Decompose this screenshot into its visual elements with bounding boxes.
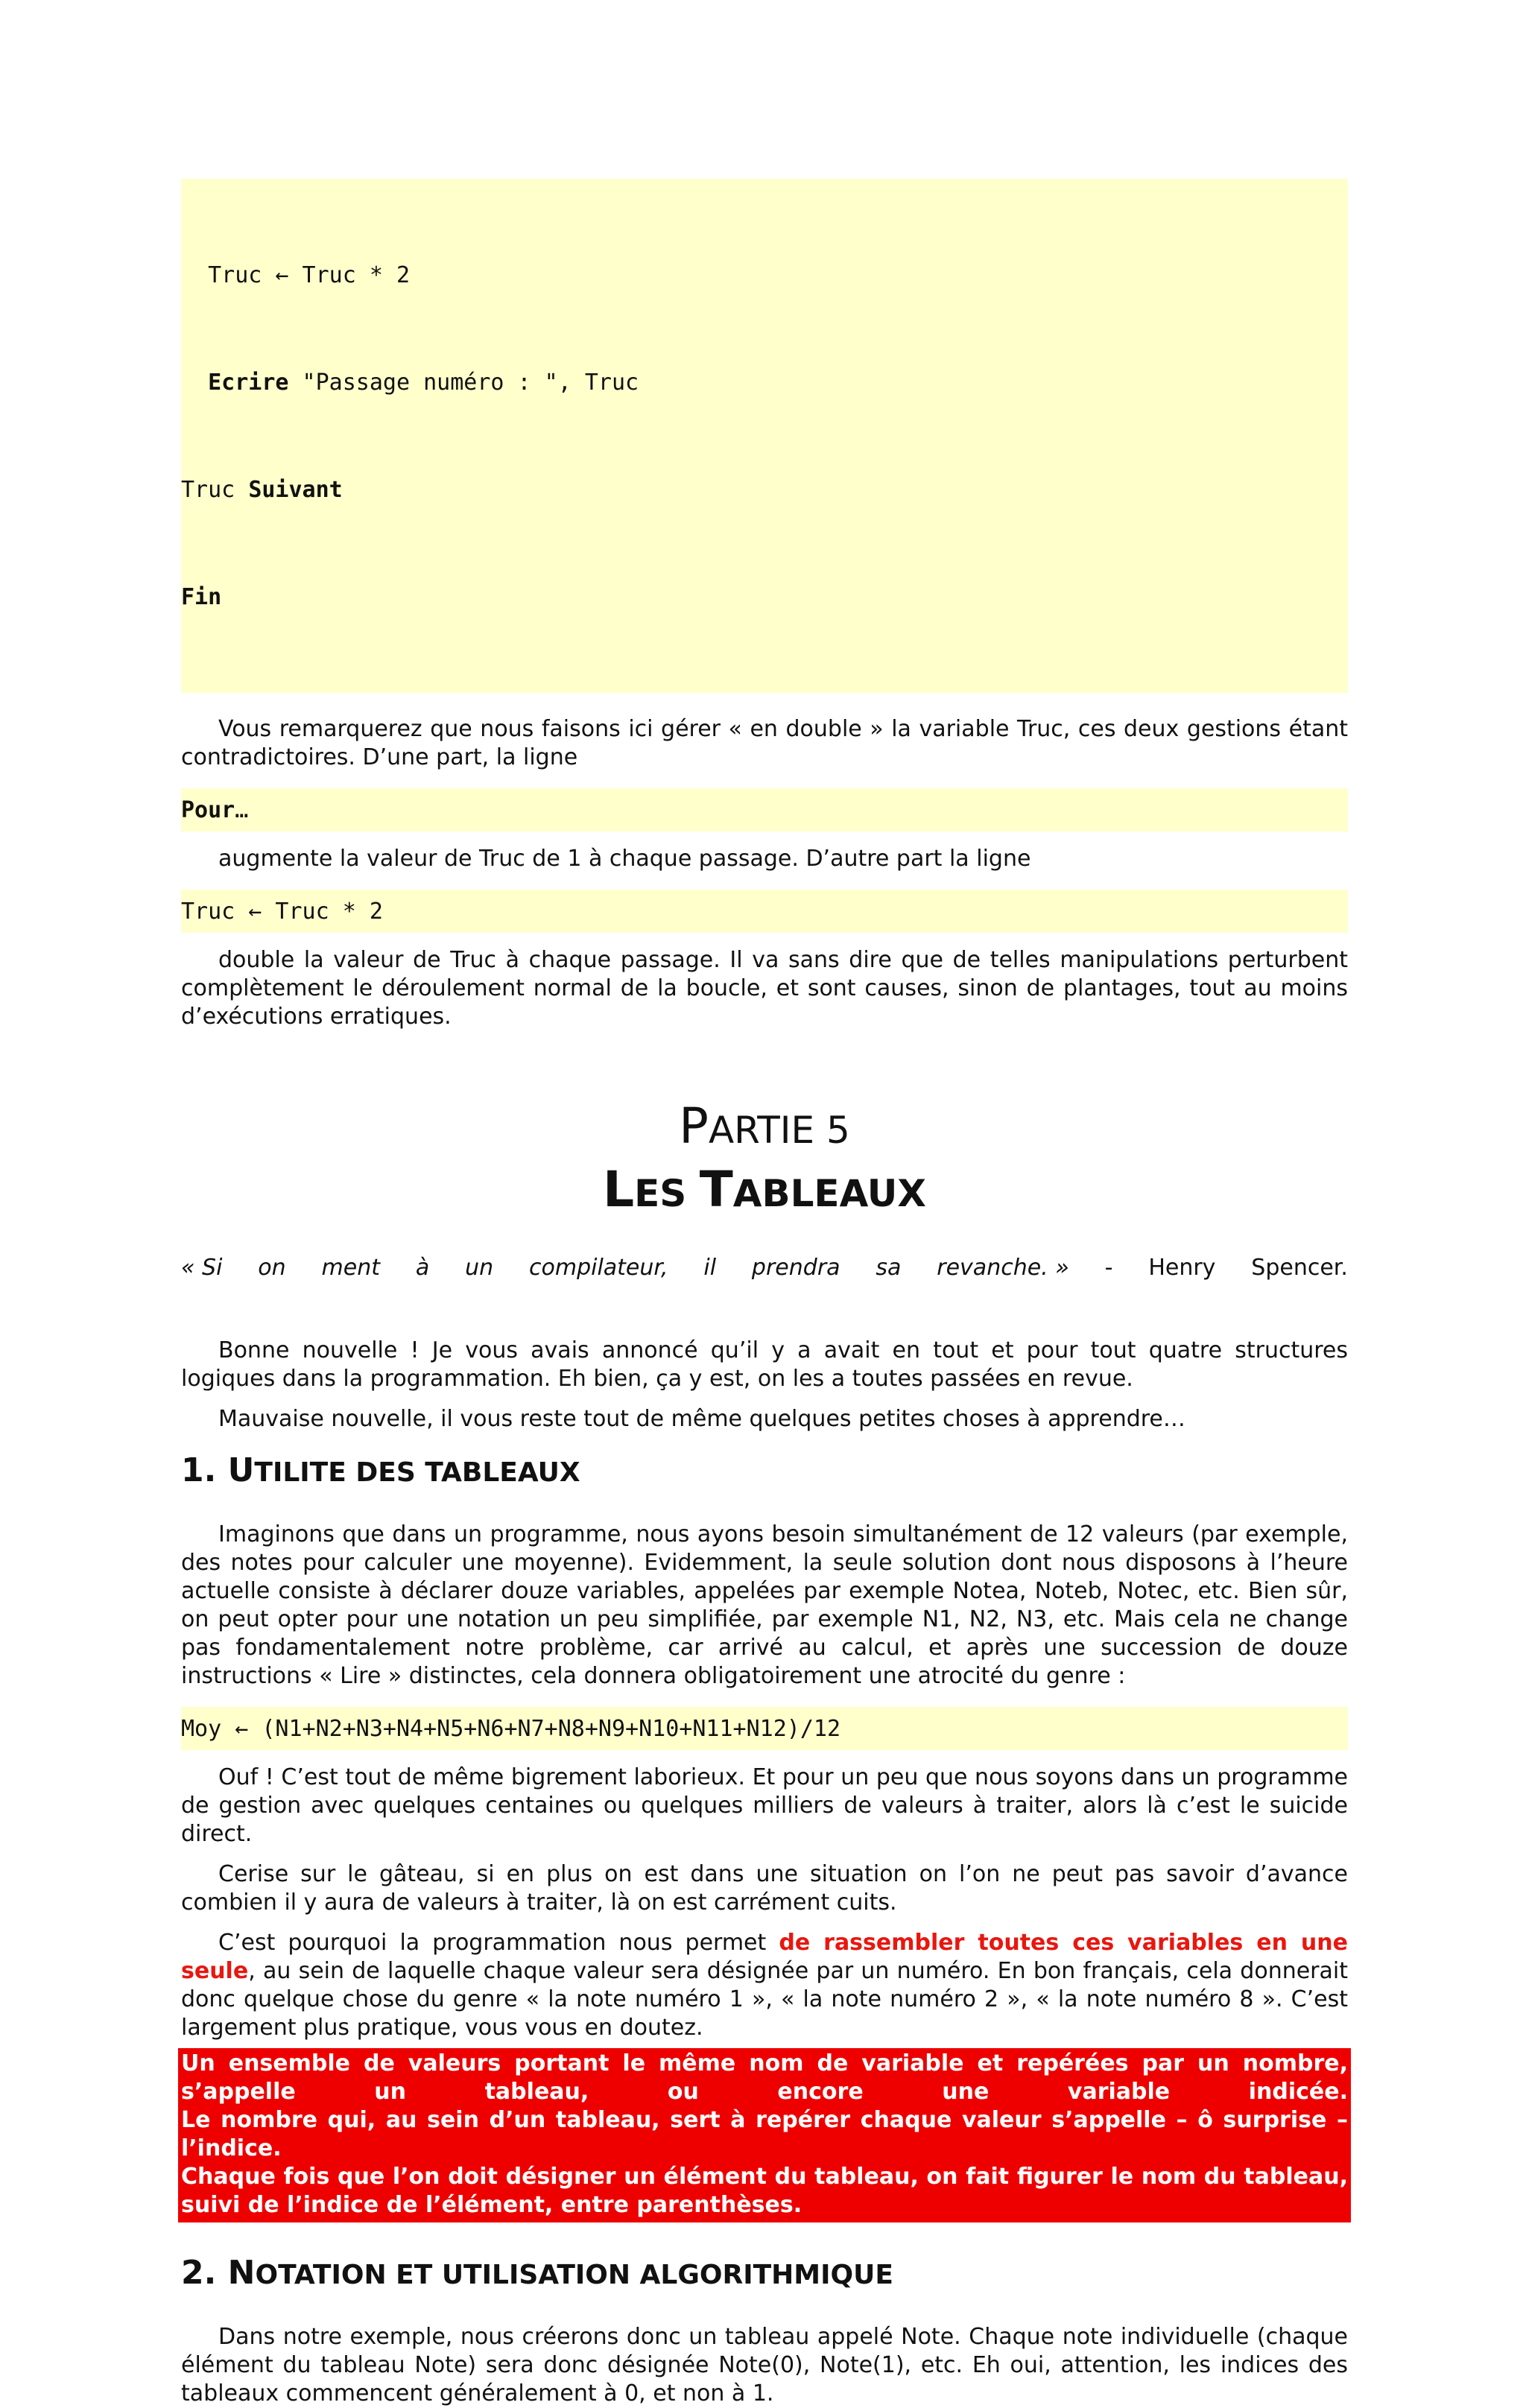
paragraph: Ouf ! C’est tout de même bigrement laborieux. Et pour un peu que nous soyons dans un programme de gestion avec quelques centaines ou quelques milliers de valeurs à traiter, alors là c’est le suicide direct. [181, 1764, 1348, 1847]
code-line: Ecrire "Passage numéro : ", Truc [208, 370, 639, 396]
page-content [181, 179, 1348, 2408]
paragraph: double la valeur de Truc à chaque passage. Il va sans dire que de telles manipulations perturbent complètement le déroulement normal de la boucle, et sont causes, sinon de plantages, tout au moins d’exécutions erratiques. [181, 947, 1348, 1030]
code-line: Fin [181, 584, 222, 610]
quote-word: « Si [181, 1255, 223, 1281]
section-heading-2: 2. NOTATION ET UTILISATION ALGORITHMIQUE [181, 2254, 893, 2292]
code-line: Truc Suivant [181, 477, 343, 503]
paragraph: Imaginons que dans un programme, nous ayons besoin simultanément de 12 valeurs (par exemple, des notes pour calculer une moyenne). Evidemment, la seule solution dont nous disposons à l’heure actuelle consiste à déclarer douze variables, appelées par exemple Notea, Noteb, Notec, etc. Bien sûr, on peut opter pour une notation un peu simplifiée, par exemple N1, N2, N3, etc. Mais cela ne change pas fondamentalement notre problème, car arrivé au calcul, et après une succession de douze instructions « Lire » distinctes, cela donnera obligatoirement une atrocité du genre : [181, 1521, 1348, 1689]
paragraph: Cerise sur le gâteau, si en plus on est dans une situation on l’on ne peut pas savoir d’avance combien il y aura de valeurs à traiter, là on est carrément cuits. [181, 1861, 1348, 1916]
code-block-loop-end [181, 179, 1348, 693]
code-line: Truc ← Truc * 2 [208, 262, 411, 288]
quote-author-first: Henry [1148, 1255, 1216, 1281]
code-line-pour: Pour… [181, 788, 1348, 831]
part-name-title: LES TABLEAUX [603, 1161, 926, 1218]
paragraph: C’est pourquoi la programmation nous permet de rassembler toutes ces variables en une seule, au sein de laquelle chaque valeur sera désignée par un numéro. En bon français, cela donnerait donc quelque chose du genre « la note numéro 1 », « la note numéro 2 », « la note numéro 8 ». C’est largement plus pratique, vous vous en doutez. [181, 1930, 1348, 2041]
paragraph: Vous remarquerez que nous faisons ici gérer « en double » la variable Truc, ces deux gestions étant contradictoires. D’une part, la ligne [181, 716, 1348, 770]
quote-word: un [465, 1255, 494, 1281]
paragraph: Mauvaise nouvelle, il vous reste tout de même quelques petites choses à apprendre… [218, 1406, 1185, 1432]
paragraph: Dans notre exemple, nous créerons donc un tableau appelé Note. Chaque note individuelle (chaque élément du tableau Note) sera donc désignée Note(0), Note(1), etc. Eh oui, attention, les indices des tableaux commencent généralement à 0, et non à 1. [181, 2324, 1348, 2407]
code-line-truc: Truc ← Truc * 2 [181, 890, 1348, 933]
part-number-title: PARTIE 5 [679, 1097, 850, 1155]
quote-word: revanche. » [937, 1255, 1069, 1281]
quote-word: à [415, 1255, 430, 1281]
definition-line: Le nombre qui, au sein d’un tableau, sert à repérer chaque valeur s’appelle – ô surprise – l’indice. [181, 2107, 1348, 2161]
highlighted-text: de rassembler toutes ces variables en une seule [181, 1930, 1348, 1984]
quote-word: compilateur, [529, 1255, 668, 1281]
quote-word: sa [876, 1255, 902, 1281]
quote-word: prendra [751, 1255, 840, 1281]
quote-word: on [258, 1255, 286, 1281]
epigraph-quote [181, 1253, 1348, 1283]
quote-author-last: Spencer. [1251, 1255, 1348, 1281]
quote-word: il [703, 1255, 717, 1281]
part-heading [181, 1097, 1348, 1223]
definition-line: Chaque fois que l’on doit désigner un élément du tableau, on fait figurer le nom du tableau, suivi de l’indice de l’élément, entre parenthèses. [181, 2164, 1348, 2218]
paragraph: augmente la valeur de Truc de 1 à chaque passage. D’autre part la ligne [218, 846, 1031, 872]
quote-dash: - [1104, 1255, 1113, 1281]
code-line-moy: Moy ← (N1+N2+N3+N4+N5+N6+N7+N8+N9+N10+N11+N12)/12 [181, 1707, 1348, 1750]
definition-box [178, 2048, 1351, 2222]
quote-word: ment [321, 1255, 380, 1281]
section-heading-1: 1. UTILITE DES TABLEAUX [181, 1451, 580, 1489]
definition-line: Un ensemble de valeurs portant le même nom de variable et repérées par un nombre, s’appelle un tableau, ou encore une variable indicée. [181, 2050, 1348, 2105]
paragraph: Bonne nouvelle ! Je vous avais annoncé qu’il y a avait en tout et pour tout quatre structures logiques dans la programmation. Eh bien, ça y est, on les a toutes passées en revue. [181, 1337, 1348, 1392]
